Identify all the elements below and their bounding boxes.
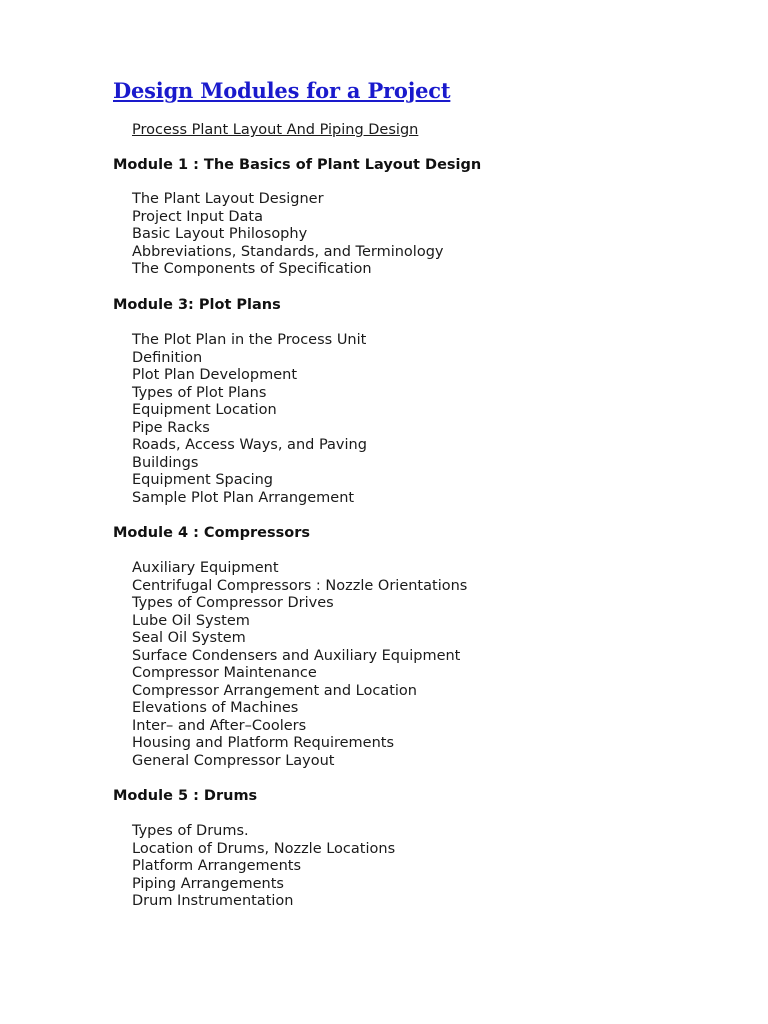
module-4-list: [132, 560, 467, 770]
module-4-heading: Module 4 : Compressors: [113, 525, 311, 541]
list-item: Buildings: [132, 454, 199, 471]
list-item: Compressor Maintenance: [132, 665, 317, 681]
list-item: General Compressor Layout: [132, 752, 335, 769]
list-item: Inter– and After–Coolers: [132, 717, 307, 734]
list-item: Pipe Racks: [132, 419, 210, 436]
list-item: Piping Arrangements: [132, 875, 284, 892]
list-item: Basic Layout Philosophy: [132, 226, 308, 242]
list-item: Types of Plot Plans: [132, 384, 267, 401]
list-item: Auxiliary Equipment: [132, 560, 279, 576]
list-item: Centrifugal Compressors : Nozzle Orientations: [132, 577, 468, 594]
module-3-list: [132, 332, 367, 507]
list-item: Equipment Spacing: [132, 472, 274, 488]
list-item: Location of Drums, Nozzle Locations: [132, 840, 396, 857]
module-1-heading: Module 1 : The Basics of Plant Layout Design: [113, 157, 482, 173]
module-3-heading: Module 3: Plot Plans: [113, 297, 281, 313]
list-item: Surface Condensers and Auxiliary Equipment: [132, 647, 461, 664]
list-item: The Plant Layout Designer: [132, 191, 324, 207]
list-item: Seal Oil System: [132, 630, 246, 646]
list-item: Compressor Arrangement and Location: [132, 682, 417, 699]
module-5-heading: Module 5 : Drums: [113, 788, 258, 804]
list-item: Project Input Data: [132, 208, 263, 225]
list-item: Types of Drums.: [132, 823, 249, 839]
list-item: The Plot Plan in the Process Unit: [132, 332, 367, 348]
module-1-list: [132, 191, 443, 279]
list-item: Lube Oil System: [132, 612, 250, 629]
list-item: Platform Arrangements: [132, 858, 302, 874]
document-title-link[interactable]: Design Modules for a Project: [113, 78, 451, 103]
list-item: Housing and Platform Requirements: [132, 735, 395, 751]
list-item: Types of Compressor Drives: [132, 595, 334, 611]
list-item: Drum Instrumentation: [132, 893, 294, 909]
list-item: Sample Plot Plan Arrangement: [132, 489, 355, 506]
list-item: The Components of Specification: [132, 261, 372, 277]
module-5-list: [132, 823, 395, 911]
list-item: Definition: [132, 349, 203, 366]
list-item: Elevations of Machines: [132, 700, 299, 716]
list-item: Plot Plan Development: [132, 367, 298, 383]
document-subtitle: Process Plant Layout And Piping Design: [132, 122, 419, 138]
list-item: Equipment Location: [132, 402, 277, 418]
list-item: Abbreviations, Standards, and Terminology: [132, 243, 444, 260]
list-item: Roads, Access Ways, and Paving: [132, 437, 367, 453]
